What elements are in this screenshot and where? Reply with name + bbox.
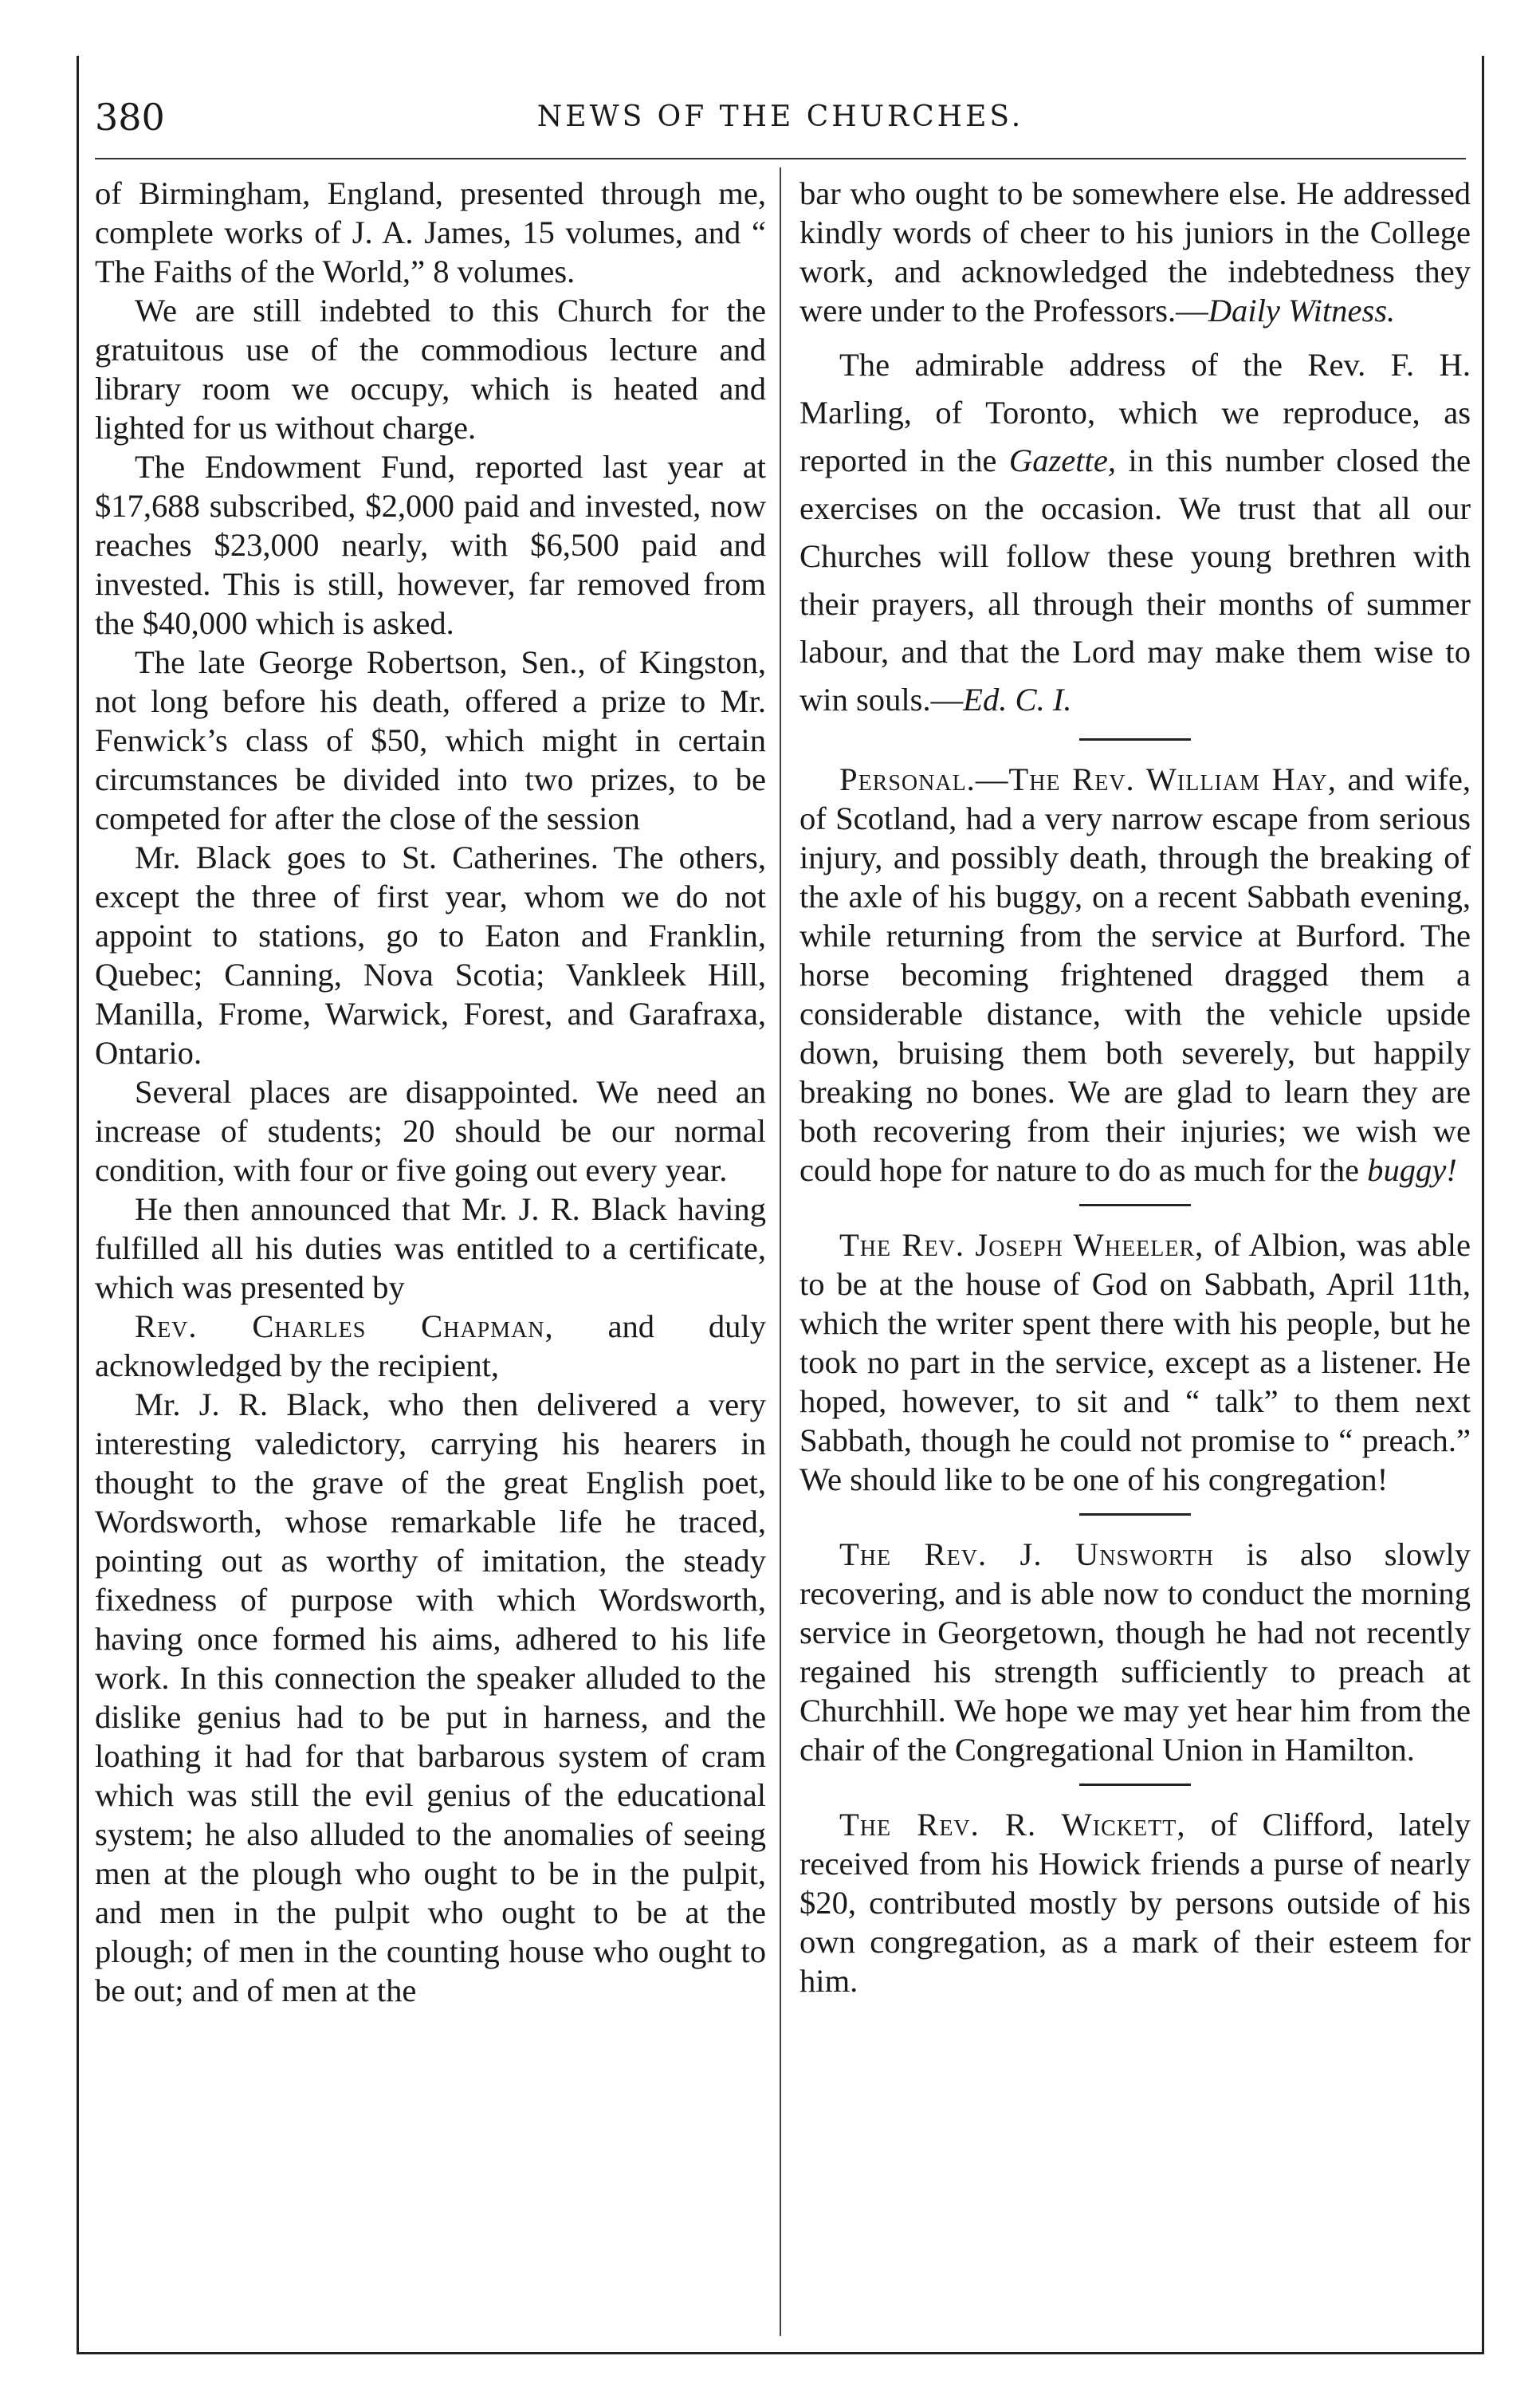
source-credit: Daily Witness. (1208, 293, 1396, 328)
section-separator (1079, 1204, 1191, 1206)
paragraph: of Birmingham, England, presented through me, complete works of J. A. James, 15 volumes, and “ The Faiths of the World,” 8 volumes. (95, 175, 766, 289)
paragraph (799, 174, 1471, 330)
emphasis: buggy! (1367, 1152, 1457, 1188)
item-lead: The Rev. J. Unsworth (839, 1536, 1214, 1572)
section-separator (1079, 738, 1191, 741)
paragraph-text: in this number closed the exercises on the occasion. We trust that all our Churches will follow these young brethren with their prayers, all through their months of summer labour, and that the Lord may make them wise to win souls.— (799, 442, 1471, 718)
right-column (799, 174, 1471, 2000)
news-item-personal (799, 760, 1471, 1190)
paragraph: Mr. Black goes to St. Catherines. The others, except the three of first year, whom we do not appoint to stations, go to Eaton and Franklin, Quebec; Canning, Nova Scotia; Vankleek Hill, Manilla, Frome, Warwick, Forest, and Garafraxa, Ontario. (95, 840, 766, 1071)
column-divider (780, 167, 781, 2336)
journal-page (77, 56, 1484, 2354)
paragraph-text: The admirable address of the Rev. F. H. Marling, of Toronto, which we reproduce, as reported in the (799, 347, 1471, 478)
paragraph: Mr. J. R. Black, who then delivered a very interesting valedictory, carrying his hearers in thought to the grave of the great English poet, Wordsworth, whose remarkable life he traced, pointing out as worthy of imitation, the steady fixedness of purpose with which Wordsworth, having once formed his aims, adhered to his life work. In this connection the speaker alluded to the dislike genius had to be put in harness, and the loathing it had for that barbarous system of cram which was still the evil genius of the educational system; he also alluded to the anomalies of seeing men at the plough who ought to be in the pulpit, and men in the pulpit who ought to be at the plough; of men in the counting house who ought to be out; and of men at the (95, 1386, 766, 2008)
paragraph: The late George Robertson, Sen., of Kingston, not long before his death, offered a prize to Mr. Fenwick’s class of $50, which might in certain circumstances be divided into two prizes, to be competed for after the close of the session (95, 644, 766, 836)
editor-credit: Ed. C. I. (963, 682, 1072, 718)
running-title: NEWS OF THE CHURCHES. (536, 100, 1024, 133)
paragraph: We are still indebted to this Church for the gratuitous use of the commodious lecture and library room we occupy, which is heated and lighted for us without charge. (95, 293, 766, 446)
paragraph-text: bar who ought to be somewhere else. He addressed kindly words of cheer to his juniors in the College work, and acknowledged the indebtedness they were under to the Professors.— (799, 175, 1471, 328)
news-item-wheeler (799, 1225, 1471, 1499)
paragraph (799, 341, 1471, 724)
speaker-name: Rev. Charles Chapman, (135, 1308, 554, 1344)
paragraph-text: and wife, of Scotland, had a very narrow escape from serious injury, and possibly death, through the breaking of the axle of his buggy, on a recent Sabbath evening, while returning from the service at Burford. The horse becoming frightened dragged them a considerable distance, with the vehicle upside down, bruising them both severely, but happily breaking no bones. We are glad to learn they are both recovering from their injuries; we wish we could hope for nature to do as much for the (799, 761, 1471, 1188)
page-number: 380 (95, 96, 165, 139)
publication-name: Gazette, (1008, 442, 1116, 478)
spacer (799, 330, 1471, 341)
paragraph-text: and duly acknowledged by the recipient, (95, 1308, 766, 1383)
news-item-unsworth (799, 1535, 1471, 1769)
section-separator (1079, 1513, 1191, 1516)
paragraph-text: is also slowly recovering, and is able now to conduct the morning service in Georgetown, though he had not recently regained his strength sufficiently to preach at Churchhill. We hope we may yet hear him from the chair of the Congregational Union in Hamilton. (799, 1536, 1471, 1768)
item-lead: The Rev. Joseph Wheeler, (839, 1227, 1204, 1263)
header-rule (95, 158, 1466, 159)
section-separator (1079, 1784, 1191, 1786)
paragraph-text: of Clifford, lately received from his Howick friends a purse of nearly $20, contributed mostly by persons outside of his own congregation, as a mark of their esteem for him. (799, 1807, 1471, 1999)
paragraph-text: of Albion, was able to be at the house of God on Sabbath, April 11th, which the writer spent there with his people, but he took no part in the service, except as a listener. He hoped, however, to sit and “ talk” to them next Sabbath, though he could not promise to “ preach.” We should like to be one of his congregation! (799, 1227, 1471, 1497)
paragraph: He then announced that Mr. J. R. Black having fulfilled all his duties was entitled to a certificate, which was presented by (95, 1191, 766, 1305)
paragraph: The Endowment Fund, reported last year at $17,688 subscribed, $2,000 paid and invested, now reaches $23,000 nearly, with $6,500 paid and invested. This is still, however, far removed from the $40,000 which is asked. (95, 449, 766, 641)
left-column (95, 174, 766, 2010)
page-header (95, 96, 1466, 151)
paragraph (95, 1307, 766, 1385)
item-lead: Personal.—The Rev. William Hay, (839, 761, 1337, 797)
news-item-wickett (799, 1805, 1471, 2000)
paragraph: Several places are disappointed. We need an increase of students; 20 should be our normal condition, with four or five going out every year. (95, 1074, 766, 1188)
item-lead: The Rev. R. Wickett, (839, 1807, 1186, 1843)
